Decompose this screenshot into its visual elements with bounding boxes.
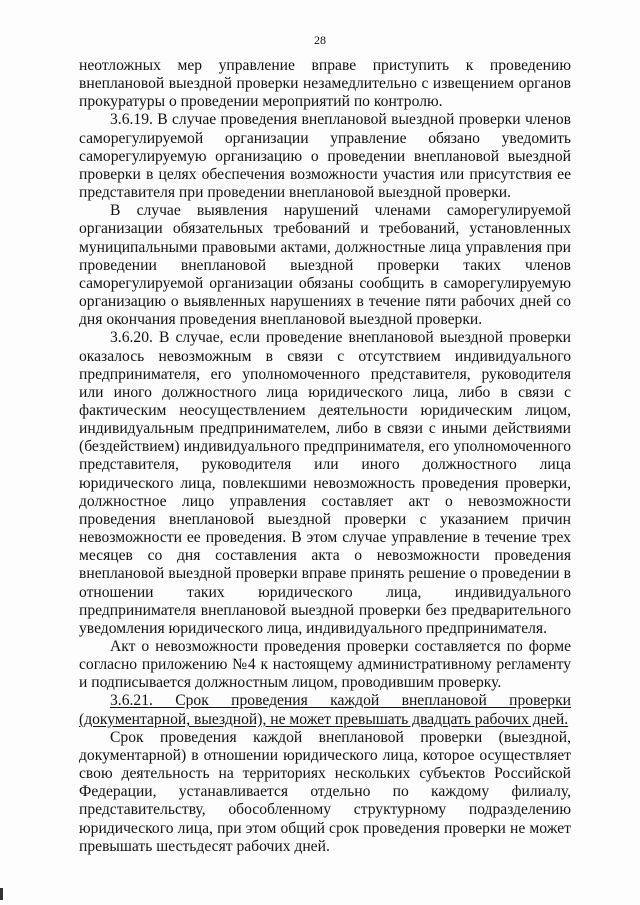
document-body xyxy=(79,57,571,856)
paragraph-continuation: неотложных мер управление вправе приступить к проведению внеплановой выездной проверки незамедлительно с извещением органов прокуратуры о проведении мероприятий по контролю. xyxy=(79,57,571,111)
paragraph-violations-notice: В случае выявления нарушений членами саморегулируемой организации обязательных требований и требований, установленных муниципальными правовыми актами, должностные лица управления при проведении внеплановой выездной проверки таких членов саморегулируемой организации обязаны сообщить в саморегулируемую организацию о выявленных нарушениях в течение пяти рабочих дней со дня окончания проведения внеплановой выездной проверки. xyxy=(79,202,571,329)
paragraph-3-6-20: 3.6.20. В случае, если проведение внеплановой выездной проверки оказалось невозможным в связи с отсутствием индивидуального предпринимателя, его уполномоченного представителя, руководителя или иного должностного лица юридического лица, либо в связи с фактическим неосуществлением деятельности юридическим лицом, индивидуальным предпринимателем, либо в связи с иными действиями (бездействием) индивидуального предпринимателя, его уполномоченного представителя, руководителя или иного должностного лица юридического лица, повлекшими невозможность проведения проверки, должностное лицо управления составляет акт о невозможности проведения внеплановой выездной проверки с указанием причин невозможности ее проведения. В этом случае управление в течение трех месяцев со дня составления акта о невозможности проведения внеплановой выездной проверки вправе принять решение о проведении в отношении таких юридического лица, индивидуального предпринимателя внеплановой выездной проверки без предварительного уведомления юридического лица, индивидуального предпринимателя. xyxy=(79,329,571,637)
page-number: 28 xyxy=(314,33,326,47)
paragraph-impossibility-act: Акт о невозможности проведения проверки составляется по форме согласно приложению №4 к настоящему административному регламенту и подписывается должностным лицом, проводившим проверку. xyxy=(79,638,571,692)
paragraph-inspection-term: Срок проведения каждой внеплановой проверки (выездной, документарной) в отношении юридического лица, которое осуществляет свою деятельность на территориях нескольких субъектов Российской Федерации, устанавливается отдельно по каждому филиалу, представительству, обособленному структурному подразделению юридического лица, при этом общий срок проведения проверки не может превышать шестьдесят рабочих дней. xyxy=(79,728,571,855)
paragraph-3-6-21: 3.6.21. Срок проведения каждой внеплановой проверки (документарной, выездной), не может превышать двадцать рабочих дней. xyxy=(79,692,571,728)
paragraph-3-6-19: 3.6.19. В случае проведения внеплановой выездной проверки членов саморегулируемой организации управление обязано уведомить саморегулируемую организацию о проведении внеплановой выездной проверки в целях обеспечения возможности участия или присутствия ее представителя при проведении внеплановой выездной проверки. xyxy=(79,111,571,202)
scan-edge-mark xyxy=(0,888,3,900)
